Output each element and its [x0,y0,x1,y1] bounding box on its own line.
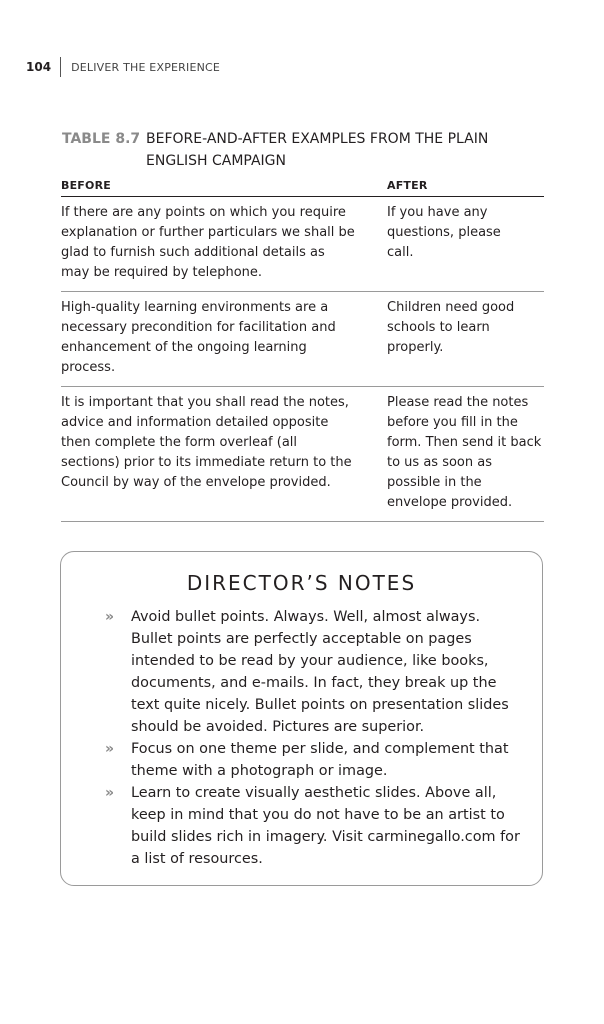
header-after: AFTER [387,179,428,192]
section-title: DELIVER THE EXPERIENCE [71,60,221,74]
after-cell: If you have any questions, please call. [387,205,501,260]
chevron-bullet-icon: » [105,741,115,757]
directors-notes-box [60,551,543,886]
chevron-bullet-icon: » [105,609,115,625]
after-cell: Please read the notes before you fill in the form. Then send it back to us as soon as possible in the envelope provided. [387,395,542,510]
list-item [105,782,525,870]
table-row [61,197,544,292]
comparison-table [61,178,544,522]
directors-notes-list [105,606,525,870]
page-number: 104 [26,60,52,74]
table-header-row [61,178,544,197]
note-text: Focus on one theme per slide, and complement that theme with a photograph or image. [131,741,509,779]
chevron-bullet-icon: » [105,785,115,801]
table-row [61,292,544,387]
table-label: TABLE 8.7 [62,131,141,147]
note-text: Avoid bullet points. Always. Well, almost always. Bullet points are perfectly acceptable on pages intended to be read by your audience, like books, documents, and e-mails. In fact, they break up the text quite nicely. Bullet points on presentation slides should be avoided. Pictures are superior. [131,609,509,735]
header-before: BEFORE [61,179,111,192]
list-item [105,606,525,738]
table-title: BEFORE-AND-AFTER EXAMPLES FROM THE PLAIN ENGLISH CAMPAIGN [146,131,489,169]
after-cell: Children need good schools to learn properly. [387,300,515,355]
before-cell: High-quality learning environments are a necessary precondition for facilitation and enhancement of the ongoing learning process. [61,300,336,375]
list-item [105,738,525,782]
table-caption [62,128,542,172]
before-cell: It is important that you shall read the notes, advice and information detailed opposite then complete the form overleaf (all sections) prior to its immediate return to the Council by way of the envelope provided. [61,395,352,490]
before-cell: If there are any points on which you require explanation or further particulars we shall be glad to furnish such additional details as may be required by telephone. [61,205,355,280]
directors-notes-title: DIRECTOR’S NOTES [186,571,417,595]
header-divider [60,57,61,77]
running-head [26,58,220,76]
table-row [61,387,544,522]
note-text: Learn to create visually aesthetic slides. Above all, keep in mind that you do not have to be an artist to build slides rich in imagery. Visit carminegallo.com for a list of resources. [131,785,520,867]
